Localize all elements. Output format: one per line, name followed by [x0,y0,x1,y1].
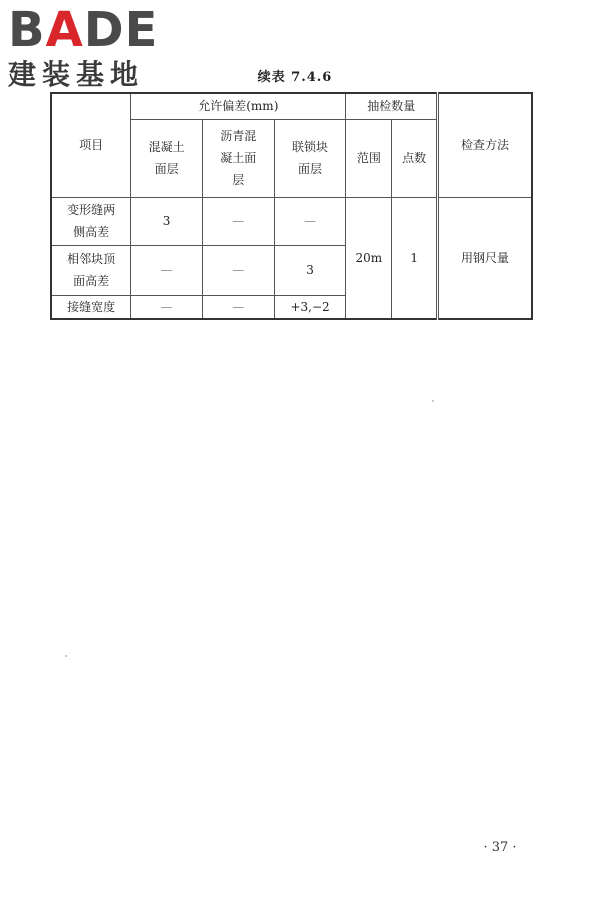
header-row-1 [51,93,532,119]
logo-accent-letter: A [45,2,84,58]
header-asphalt: 沥青混凝土面层 [202,119,274,197]
inspection-table [50,92,533,320]
row-concrete: — [131,295,203,319]
row-interlock: +3,−2 [274,295,346,319]
header-points: 点数 [392,119,438,197]
header-quantity: 抽检数量 [346,93,438,119]
logo-wordmark: BADE [8,2,159,58]
method-value: 用钢尺量 [438,197,532,319]
header-range: 范围 [346,119,392,197]
range-value: 20m [346,197,392,319]
row-interlock: 3 [274,245,346,295]
header-item: 项目 [51,93,131,197]
scan-speck [65,655,67,657]
header-tolerance: 允许偏差(mm) [131,93,346,119]
page-number: · 37 · [483,840,517,855]
row-item: 相邻块顶面高差 [51,245,131,295]
header-method: 检查方法 [438,93,532,197]
points-value: 1 [392,197,438,319]
row-concrete: 3 [131,197,203,245]
row-asphalt: — [202,245,274,295]
row-asphalt: — [202,197,274,245]
row-concrete: — [131,245,203,295]
header-interlock: 联锁块面层 [274,119,346,197]
scan-speck [432,400,434,402]
row-item: 变形缝两侧高差 [51,197,131,245]
row-interlock: — [274,197,346,245]
header-concrete: 混凝土面层 [131,119,203,197]
row-asphalt: — [202,295,274,319]
table-title: 续表 7.4.6 [257,70,333,85]
row-item: 接缝宽度 [51,295,131,319]
table-row [51,197,532,245]
logo-chinese-text: 建装基地 [8,58,145,91]
